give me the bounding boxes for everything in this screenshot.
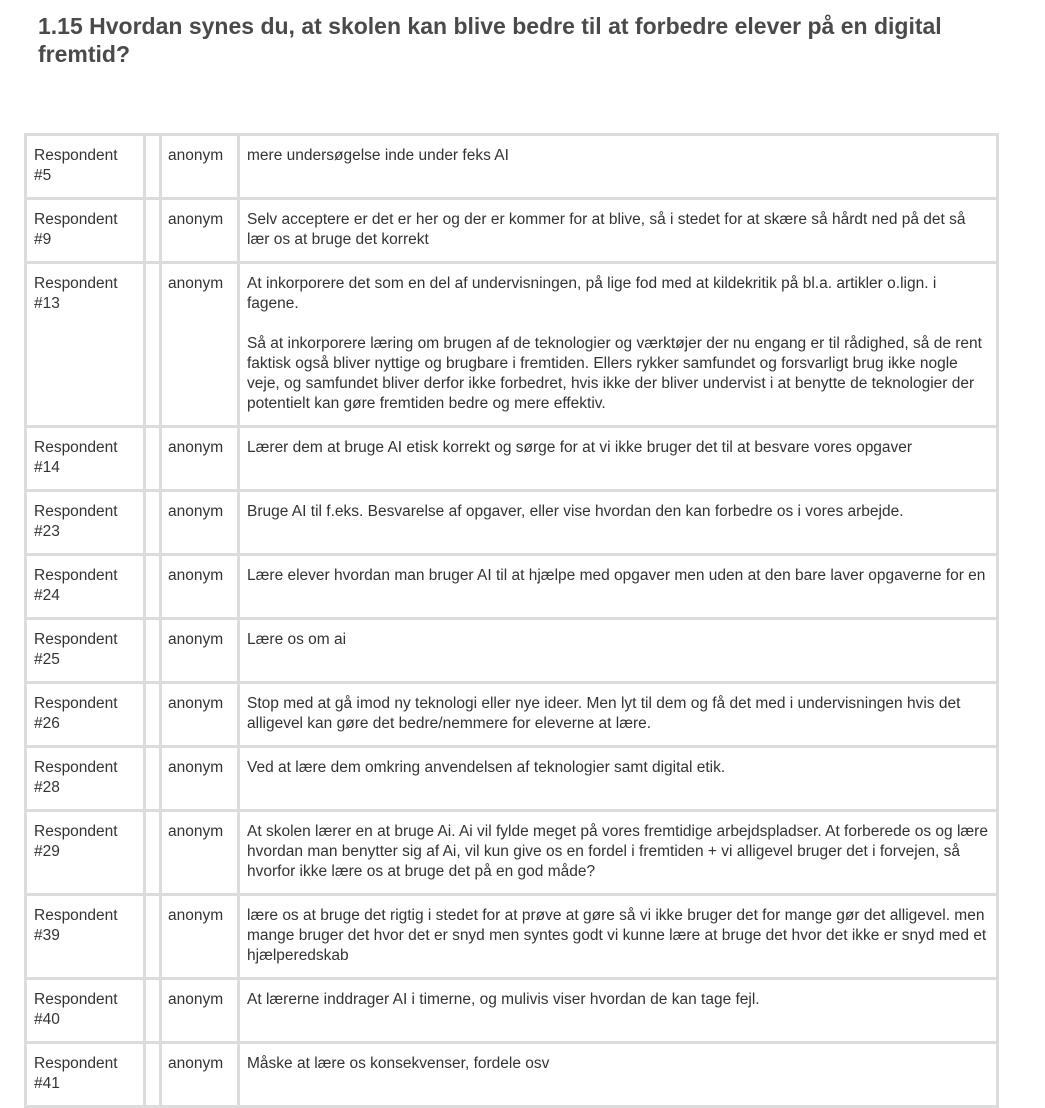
response-text [237, 809, 999, 893]
spacer-cell [143, 745, 159, 809]
respondent-name: anonym [159, 133, 237, 197]
respondent-id: Respondent #9 [24, 197, 143, 261]
respondent-id: Respondent #24 [24, 553, 143, 617]
respondent-id: Respondent #14 [24, 425, 143, 489]
response-paragraph: mere undersøgelse inde under feks AI [247, 147, 509, 164]
response-text [237, 681, 999, 745]
spacer-cell [143, 1041, 159, 1108]
table-row [24, 553, 999, 617]
respondent-name: anonym [159, 681, 237, 745]
table-row [24, 1041, 999, 1108]
table-row [24, 681, 999, 745]
response-paragraph: Bruge AI til f.eks. Besvarelse af opgaver, eller vise hvordan den kan forbedre os i vores arbejde. [247, 503, 904, 520]
question-title: 1.15 Hvordan synes du, at skolen kan blive bedre til at forbedre elever på en digital fremtid? [38, 13, 942, 67]
spacer-cell [143, 425, 159, 489]
response-text [237, 261, 999, 425]
respondent-id: Respondent #41 [24, 1041, 143, 1108]
respondent-id: Respondent #28 [24, 745, 143, 809]
respondent-name: anonym [159, 809, 237, 893]
response-paragraph: Lære os om ai [247, 631, 347, 648]
table-row [24, 809, 999, 893]
response-paragraph: Lære elever hvordan man bruger AI til at hjælpe med opgaver men uden at den bare laver opgaverne for en [247, 567, 986, 584]
table-row [24, 893, 999, 977]
response-text [237, 977, 999, 1041]
response-paragraph: At inkorporere det som en del af undervisningen, på lige fod med at kildekritik på bl.a. artikler o.lign. i fagene. [247, 275, 937, 312]
respondent-name: anonym [159, 425, 237, 489]
spacer-cell [143, 809, 159, 893]
response-paragraph: Selv acceptere er det er her og der er kommer for at blive, så i stedet for at skære så hårdt ned på det så lær os at bruge det korrekt [247, 211, 966, 248]
spacer-cell [143, 133, 159, 197]
table-row [24, 261, 999, 425]
response-text [237, 1041, 999, 1108]
spacer-cell [143, 681, 159, 745]
respondent-name: anonym [159, 617, 237, 681]
response-paragraph: At skolen lærer en at bruge Ai. Ai vil fylde meget på vores fremtidige arbejdspladser. At forberede os og lære hvordan man benytter sig af Ai, vil kun give os en fordel i fremtiden + vi alligevel bruger det i forvejen, så hvorfor ikke lære os at bruge det på en god måde? [247, 823, 988, 880]
response-paragraph: Så at inkorporere læring om brugen af de teknologier og værktøjer der nu engang er til rådighed, så de rent faktisk også bliver nyttige og brugbare i fremtiden. Ellers rykker samfundet og forsvarligt brug ikke nogle veje, og samfundet bliver derfor ikke forbedret, hvis ikke der bliver undervist i at benytte de teknologier der potentielt kan gøre fremtiden bedre og mere effektiv. [247, 335, 982, 412]
response-paragraph: Ved at lære dem omkring anvendelsen af teknologier samt digital etik. [247, 759, 726, 776]
respondent-name: anonym [159, 1041, 237, 1108]
table-row [24, 133, 999, 197]
respondent-id: Respondent #5 [24, 133, 143, 197]
response-paragraph: Lærer dem at bruge AI etisk korrekt og sørge for at vi ikke bruger det til at besvare vores opgaver [247, 439, 913, 456]
respondent-name: anonym [159, 553, 237, 617]
response-paragraph: lære os at bruge det rigtig i stedet for at prøve at gøre så vi ikke bruger det for mange gør det alligevel. men mange bruger det hvor det er snyd men syntes godt vi kunne lære at bruge det hvor det ikke er snyd med et hjælperedskab [247, 907, 987, 964]
spacer-cell [143, 261, 159, 425]
response-text [237, 617, 999, 681]
spacer-cell [143, 617, 159, 681]
spacer-cell [143, 489, 159, 553]
response-text [237, 893, 999, 977]
table-row [24, 489, 999, 553]
response-text [237, 425, 999, 489]
respondent-name: anonym [159, 489, 237, 553]
respondent-name: anonym [159, 197, 237, 261]
response-paragraph: Måske at lære os konsekvenser, fordele osv [247, 1055, 550, 1072]
response-text [237, 133, 999, 197]
table-row [24, 197, 999, 261]
respondent-id: Respondent #29 [24, 809, 143, 893]
table-row [24, 745, 999, 809]
table-row [24, 977, 999, 1041]
respondent-name: anonym [159, 893, 237, 977]
response-text [237, 489, 999, 553]
response-text [237, 197, 999, 261]
response-text [237, 553, 999, 617]
table-row [24, 617, 999, 681]
respondent-name: anonym [159, 977, 237, 1041]
respondent-id: Respondent #25 [24, 617, 143, 681]
respondent-name: anonym [159, 261, 237, 425]
response-text [237, 745, 999, 809]
response-paragraph: At lærerne inddrager AI i timerne, og mulivis viser hvordan de kan tage fejl. [247, 991, 760, 1008]
respondent-id: Respondent #39 [24, 893, 143, 977]
respondent-id: Respondent #23 [24, 489, 143, 553]
respondent-id: Respondent #26 [24, 681, 143, 745]
spacer-cell [143, 553, 159, 617]
respondent-id: Respondent #13 [24, 261, 143, 425]
spacer-cell [143, 977, 159, 1041]
responses-table-body [24, 133, 999, 1108]
respondent-name: anonym [159, 745, 237, 809]
spacer-cell [143, 197, 159, 261]
respondent-id: Respondent #40 [24, 977, 143, 1041]
response-paragraph: Stop med at gå imod ny teknologi eller nye ideer. Men lyt til dem og få det med i undervisningen hvis det alligevel kan gøre det bedre/nemmere for eleverne at lære. [247, 695, 961, 732]
spacer-cell [143, 893, 159, 977]
table-row [24, 425, 999, 489]
responses-table [24, 133, 999, 1108]
